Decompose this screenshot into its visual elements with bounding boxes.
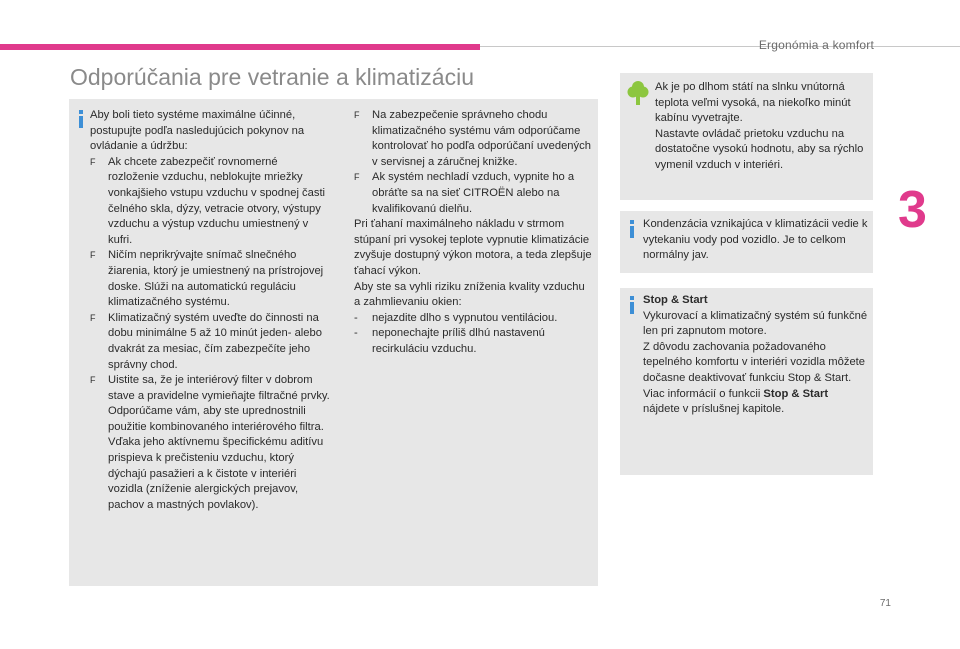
stop-start-title: Stop & Start (643, 294, 708, 306)
eco-tip-text: Ak je po dlhom státí na slnku vnútorná teplota veľmi vysoká, na niekoľko minút kabínu vyvetrajte. Nastavte ovládač prietoku vzduchu na dostatočne vysokú hodnotu, aby sa rýchlo vymenil vzduch v interiéri. (655, 81, 864, 171)
info-icon (627, 220, 637, 238)
towing-paragraph: Pri ťahaní maximálneho nákladu v strmom stúpaní pri vysokej teplote vypnutie klimatizácie zvyšuje dostupný výkon motora, a teda zlepšuje ťahací výkon. (354, 218, 592, 277)
list-item: - neponechajte príliš dlhú nastavenú recirkuláciu vzduchu. (354, 327, 545, 355)
arrow-bullet-icon: F (354, 110, 360, 120)
info-icon (76, 110, 86, 128)
tree-icon (627, 80, 649, 106)
list-item: F Uistite sa, že je interiérový filter v dobrom stave a pravidelne vymieňajte filtračné prvky. Odporúčame vám, aby ste uprednostnili použitie kombinovaného interiérového filtra. Vďaka jeho aktívnemu špecifickému aditívu prispieva k prečisteniu vzduchu, ktorý dýchajú pasažieri a k čistote v interiéri vozidla (zníženie alergických prejavov, pachov a mastných povlakov). (90, 374, 330, 511)
list-item: F Na zabezpečenie správneho chodu klimatizačného systému vám odporúčame kontrolovať ho podľa odporúčaní uvedených v servisnej a záručnej knižke. (354, 109, 591, 168)
page-title: Odporúčania pre vetranie a klimatizáciu (70, 64, 474, 90)
intro-text: Aby boli tieto systéme maximálne účinné, postupujte podľa nasledujúcich pokynov na ovládanie a údržbu: (90, 109, 305, 153)
air-quality-paragraph: Aby ste sa vyhli riziku zníženia kvality vzduchu a zahmlievaniu okien: (354, 280, 585, 309)
chapter-number: 3 (898, 181, 927, 239)
list-item: F Ak systém nechladí vzduch, vypnite ho a obráťte sa na sieť CITROËN alebo na kvalifikovanú dielňu. (354, 171, 575, 215)
arrow-bullet-icon: F (90, 312, 96, 323)
dash-marker: - (354, 327, 358, 340)
stop-start-text: Stop & Start Vykurovací a klimatizačný systém sú funkčné len pri zapnutom motore. Z dôvodu zachovania požadovaného tepelného komfortu v interiéri vozidla môžete dočasne deaktivovať funkciu Stop & Start. Viac informácií o funkcii Stop & Start nájdete v príslušnej kapitole. (643, 294, 868, 416)
arrow-bullet-icon: F (90, 250, 96, 261)
condensation-text: Kondenzácia vznikajúca v klimatizácii vedie k vytekaniu vody pod vozidlo. Je to celkom normálny jav. (643, 218, 868, 262)
header-rule (480, 46, 960, 47)
arrow-bullet-icon: F (90, 156, 96, 167)
arrow-bullet-icon: F (354, 172, 360, 183)
advice-column-1 (90, 108, 330, 513)
page-number: 71 (879, 598, 891, 609)
list-item: F Klimatizačný systém uveďte do činnosti na dobu minimálne 5 až 10 minút jeden- alebo dvakrát za mesiac, čím zabezpečíte jeho správny chod. (90, 311, 322, 371)
list-item: F Ak chcete zabezpečiť rovnomerné rozloženie vzduchu, neblokujte mriežky vonkajšieho vstupu vzduchu v spodnej časti čelného skla, dýzy, vetracie otvory, výstupy vzduchu a výstup vzduchu umiestnený v kufri. (90, 155, 326, 246)
list-item: F Ničím neprikrývajte snímač slnečného žiarenia, ktorý je umiestnený na prístrojovej doske. Slúži na automatickú reguláciu klimatizačného systému. (90, 249, 324, 309)
header-accent-bar (0, 44, 480, 50)
info-icon (627, 296, 637, 314)
advice-column-2 (354, 108, 592, 358)
list-item: - nejazdite dlho s vypnutou ventiláciou. (354, 311, 592, 327)
dash-marker: - (354, 311, 358, 324)
section-title: Ergonómia a komfort (758, 38, 874, 52)
arrow-bullet-icon: F (90, 375, 96, 386)
